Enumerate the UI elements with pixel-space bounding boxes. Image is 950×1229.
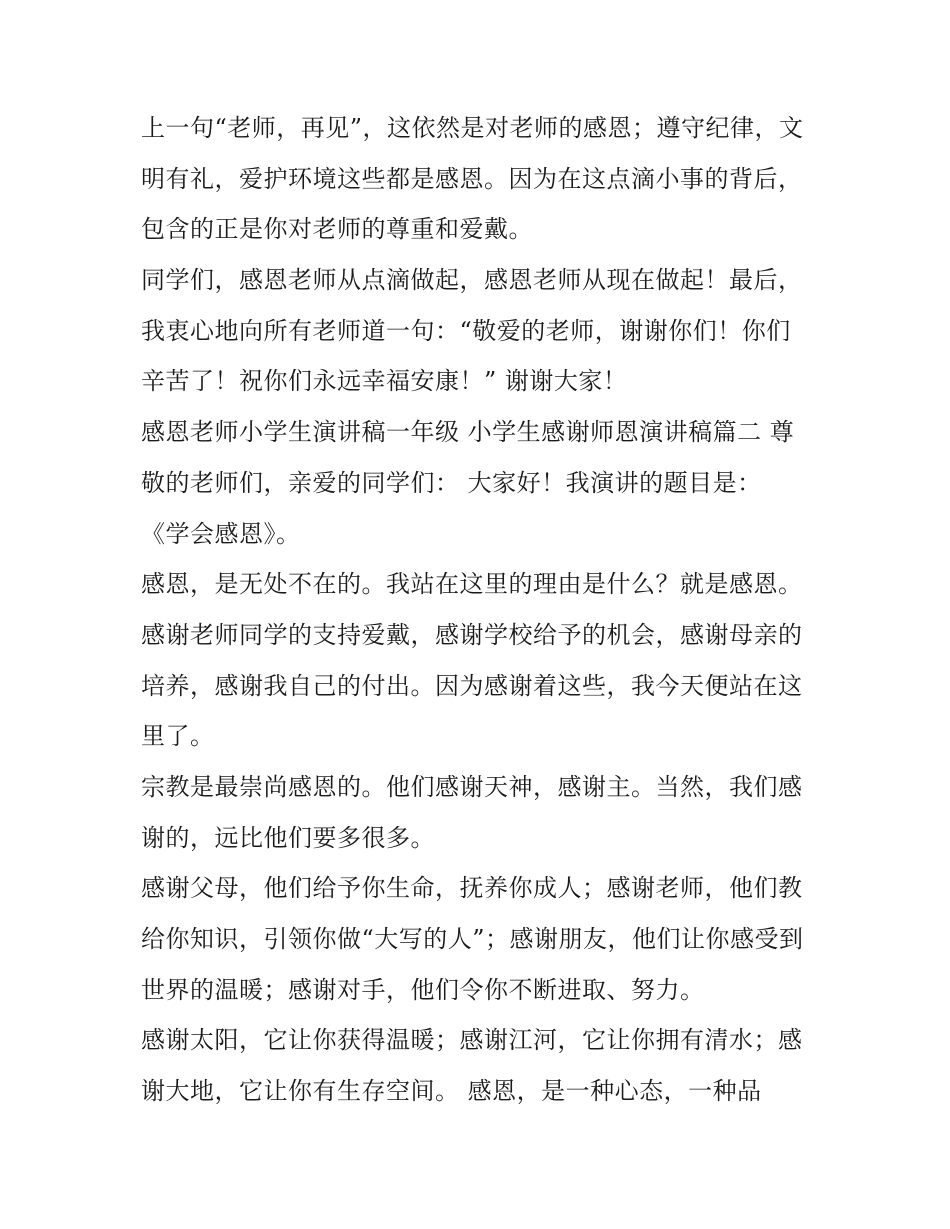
text-line: 同学们，感恩老师从点滴做起，感恩老师从现在做起！最后， <box>141 266 803 295</box>
text-line: 《学会感恩》。 <box>141 519 301 548</box>
text-line: 给你知识，引领你做“大写的人”；感谢朋友，他们让你感受到 <box>141 925 804 953</box>
body-text <box>141 103 813 1117</box>
text-line: 明有礼，爱护环境这些都是感恩。因为在这点滴小事的背后， <box>141 164 803 193</box>
text-line: 感恩老师小学生演讲稿一年级 小学生感谢师恩演讲稿篇二 尊 <box>141 418 795 447</box>
text-line: 包含的正是你对老师的尊重和爱戴。 <box>141 215 533 244</box>
text-line: 谢的，远比他们要多很多。 <box>141 823 435 852</box>
text-line: 敬的老师们，亲爱的同学们： 大家好！我演讲的题目是： <box>141 468 762 497</box>
text-line: 感恩，是无处不在的。我站在这里的理由是什么？就是感恩。 <box>141 570 803 599</box>
text-line: 里了。 <box>141 722 215 751</box>
text-line: 谢大地，它让你有生存空间。 感恩，是一种心态，一种品 <box>141 1077 762 1106</box>
text-line: 世界的温暖；感谢对手，他们令你不断进取、努力。 <box>141 975 705 1004</box>
text-line: 我衷心地向所有老师道一句：“敬爱的老师，谢谢你们！你们 <box>141 316 791 345</box>
text-line: 上一句“老师，再见”，这依然是对老师的感恩；遵守纪律，文 <box>141 114 804 142</box>
text-line: 辛苦了！祝你们永远幸福安康！” 谢谢大家！ <box>141 367 628 396</box>
text-line: 感谢太阳，它让你获得温暖；感谢江河，它让你拥有清水；感 <box>141 1026 803 1055</box>
text-line: 宗教是最崇尚感恩的。他们感谢天神，感谢主。当然，我们感 <box>141 772 803 801</box>
text-line: 感谢老师同学的支持爱戴，感谢学校给予的机会，感谢母亲的 <box>141 620 803 649</box>
text-line: 感谢父母，他们给予你生命，抚养你成人；感谢老师，他们教 <box>141 874 803 903</box>
text-line: 培养，感谢我自己的付出。因为感谢着这些，我今天便站在这 <box>141 671 803 700</box>
